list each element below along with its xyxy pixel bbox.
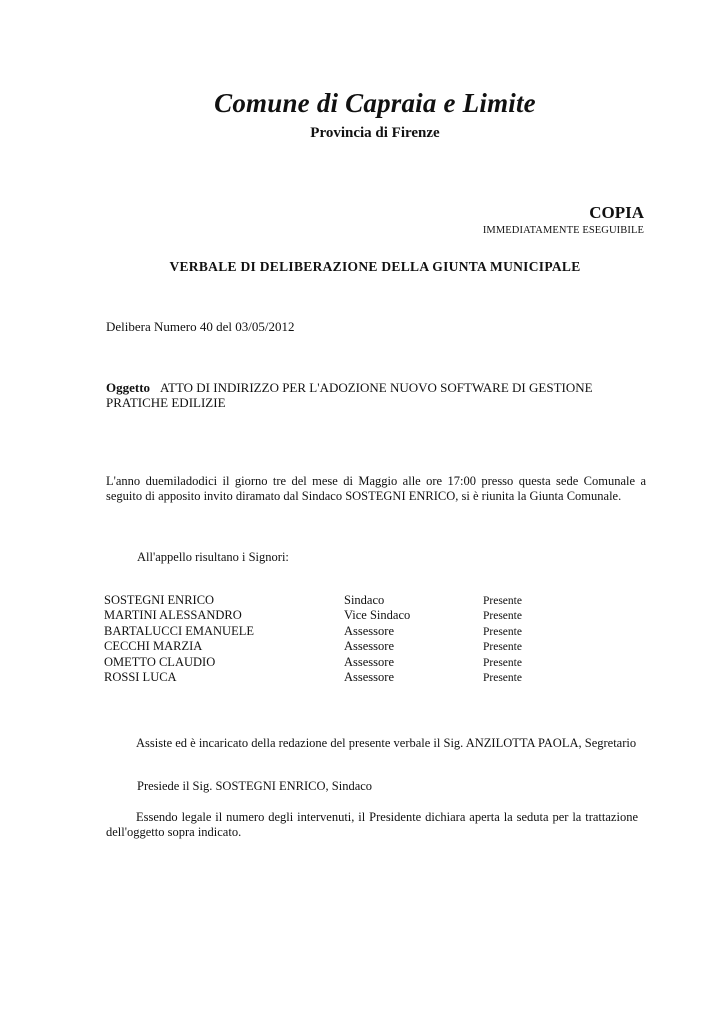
document-subtitle: Provincia di Firenze bbox=[310, 125, 440, 141]
oggetto-block bbox=[106, 380, 646, 410]
assiste-paragraph bbox=[106, 736, 646, 751]
member-name: SOSTEGNI ENRICO bbox=[104, 593, 215, 607]
appello-line: All'appello risultano i Signori: bbox=[137, 550, 289, 564]
delibera-number: Delibera Numero 40 del 03/05/2012 bbox=[106, 319, 295, 334]
presiede-line: Presiede il Sig. SOSTEGNI ENRICO, Sindaco bbox=[137, 779, 373, 793]
member-role: Assessore bbox=[344, 669, 394, 684]
verbale-heading: VERBALE DI DELIBERAZIONE DELLA GIUNTA MUNICIPALE bbox=[169, 259, 581, 274]
document-title: Comune di Capraia e Limite bbox=[214, 88, 536, 118]
intro-paragraph: L'anno duemiladodici il giorno tre del mese di Maggio alle ore 17:00 presso questa sede Comunale a seguito di apposito invito diramato dal Sindaco SOSTEGNI ENRICO, si è riunita la Giunta Comunale. bbox=[106, 474, 646, 503]
member-name: OMETTO CLAUDIO bbox=[104, 654, 216, 669]
member-status: Presente bbox=[483, 641, 522, 654]
member-role: Assessore bbox=[344, 623, 394, 638]
oggetto-label: Oggetto bbox=[106, 380, 151, 395]
member-status: Presente bbox=[483, 595, 522, 607]
members-list bbox=[104, 593, 564, 685]
member-row bbox=[104, 639, 564, 654]
member-status: Presente bbox=[483, 625, 522, 638]
execution-status: IMMEDIATAMENTE ESEGUIBILE bbox=[482, 225, 644, 236]
assiste-text: Assiste ed è incaricato della redazione del presente verbale il Sig. ANZILOTTA PAOLA, Segretario bbox=[136, 736, 637, 750]
member-status: Presente bbox=[483, 671, 522, 684]
member-role: Assessore bbox=[344, 654, 394, 669]
member-name: CECCHI MARZIA bbox=[104, 639, 203, 654]
member-row bbox=[104, 624, 564, 639]
member-name: MARTINI ALESSANDRO bbox=[104, 608, 242, 623]
member-role: Assessore bbox=[344, 639, 394, 654]
member-status: Presente bbox=[483, 656, 522, 669]
member-role: Vice Sindaco bbox=[344, 608, 411, 623]
member-row bbox=[104, 608, 564, 623]
essendo-paragraph bbox=[106, 810, 638, 840]
member-row bbox=[104, 655, 564, 670]
oggetto-text: ATTO DI INDIRIZZO PER L'ADOZIONE NUOVO SOFTWARE DI GESTIONE PRATICHE EDILIZIE bbox=[106, 380, 593, 410]
member-name: BARTALUCCI EMANUELE bbox=[104, 623, 254, 638]
member-row bbox=[104, 593, 564, 608]
member-role: Sindaco bbox=[344, 593, 385, 607]
member-row bbox=[104, 670, 564, 685]
essendo-text: Essendo legale il numero degli intervenuti, il Presidente dichiara aperta la seduta per la trattazione dell'oggetto sopra indicato. bbox=[106, 810, 638, 839]
copia-label: COPIA bbox=[589, 203, 644, 222]
member-status: Presente bbox=[483, 610, 522, 623]
member-name: ROSSI LUCA bbox=[104, 669, 177, 684]
